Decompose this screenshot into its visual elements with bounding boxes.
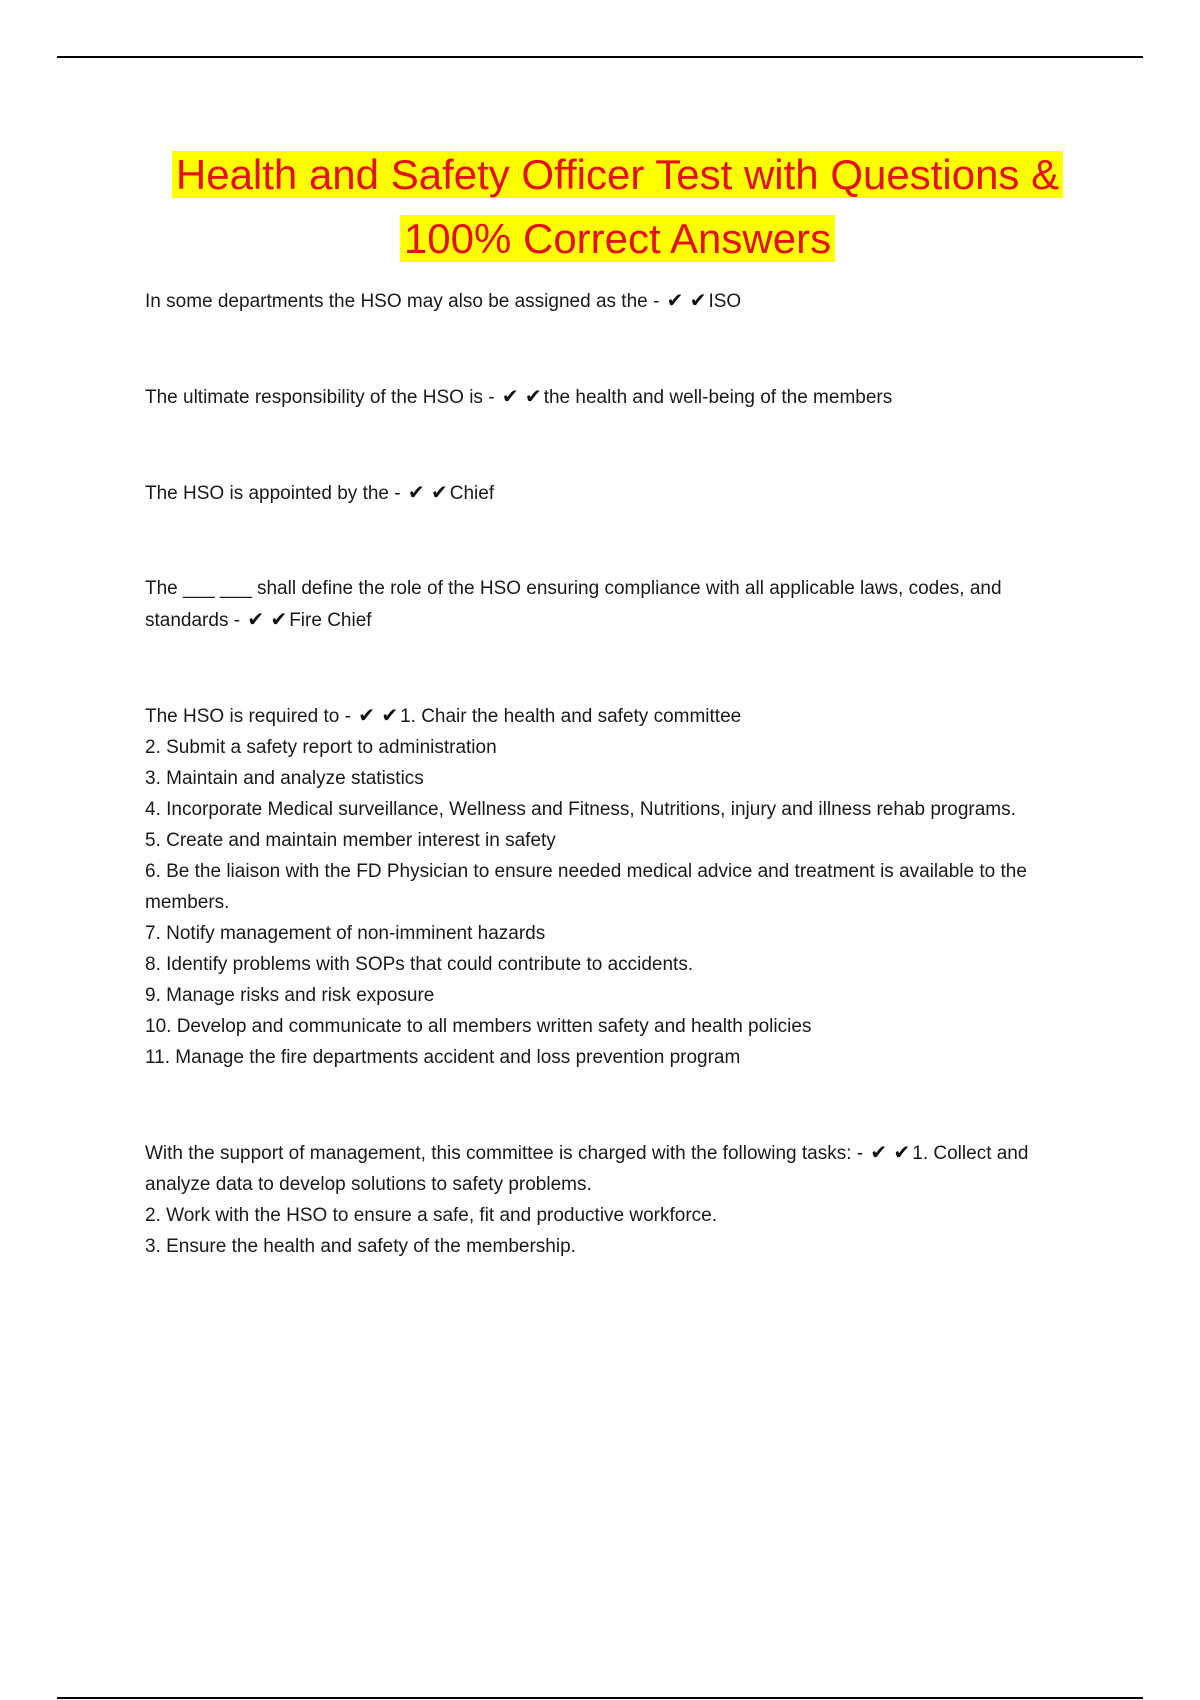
title-line-2: 100% Correct Answers xyxy=(400,215,835,262)
answer-text: the health and well-being of the members xyxy=(543,387,893,408)
qa-item-hso-required xyxy=(145,700,1090,1073)
list-item: 2. Work with the HSO to ensure a safe, fit and productive workforce. xyxy=(145,1205,718,1226)
qa-item-committee xyxy=(145,1137,1090,1262)
qa-item xyxy=(145,381,1090,413)
answer-text: Fire Chief xyxy=(289,610,372,631)
qa-list xyxy=(145,285,1090,1262)
double-check-icon: ✔ ✔ xyxy=(666,288,707,312)
list-item: 6. Be the liaison with the FD Physician to ensure needed medical advice and treatment is available to the members. xyxy=(145,861,1027,913)
answer-text: Chief xyxy=(449,483,495,504)
top-rule xyxy=(57,56,1143,58)
question-text: With the support of management, this committee is charged with the following tasks: - xyxy=(145,1143,864,1164)
double-check-icon: ✔ ✔ xyxy=(358,703,399,727)
question-text: The ___ ___ shall define the role of the HSO ensuring compliance with all applicable laws, codes, and standards - xyxy=(145,578,1002,631)
document-page xyxy=(145,143,1090,1262)
list-item: 10. Develop and communicate to all members written safety and health policies xyxy=(145,1016,812,1037)
double-check-icon: ✔ ✔ xyxy=(870,1140,911,1164)
bottom-rule xyxy=(57,1697,1143,1699)
list-item: 7. Notify management of non-imminent hazards xyxy=(145,923,546,944)
double-check-icon: ✔ ✔ xyxy=(247,607,288,631)
list-item: 3. Ensure the health and safety of the membership. xyxy=(145,1236,576,1257)
double-check-icon: ✔ ✔ xyxy=(407,480,448,504)
qa-item xyxy=(145,573,1090,636)
double-check-icon: ✔ ✔ xyxy=(501,384,542,408)
list-item: 3. Maintain and analyze statistics xyxy=(145,768,424,789)
answer-text: 1. Chair the health and safety committee xyxy=(400,706,742,727)
answer-text: ISO xyxy=(708,291,742,312)
answer-text: 1. Collect and analyze data to develop solutions to safety problems. xyxy=(145,1143,1029,1195)
list-item: 5. Create and maintain member interest in safety xyxy=(145,830,556,851)
question-text: The HSO is required to - xyxy=(145,706,351,727)
question-text: The HSO is appointed by the - xyxy=(145,483,401,504)
document-title xyxy=(145,143,1090,271)
title-line-1: Health and Safety Officer Test with Questions & xyxy=(172,151,1063,198)
list-item: 8. Identify problems with SOPs that could contribute to accidents. xyxy=(145,954,694,975)
question-text: The ultimate responsibility of the HSO is - xyxy=(145,387,495,408)
list-item: 2. Submit a safety report to administration xyxy=(145,737,497,758)
qa-item xyxy=(145,477,1090,509)
list-item: 4. Incorporate Medical surveillance, Wellness and Fitness, Nutritions, injury and illness rehab programs. xyxy=(145,799,1016,820)
qa-item xyxy=(145,285,1090,317)
list-item: 9. Manage risks and risk exposure xyxy=(145,985,435,1006)
question-text: In some departments the HSO may also be assigned as the - xyxy=(145,291,660,312)
list-item: 11. Manage the fire departments accident and loss prevention program xyxy=(145,1047,741,1068)
